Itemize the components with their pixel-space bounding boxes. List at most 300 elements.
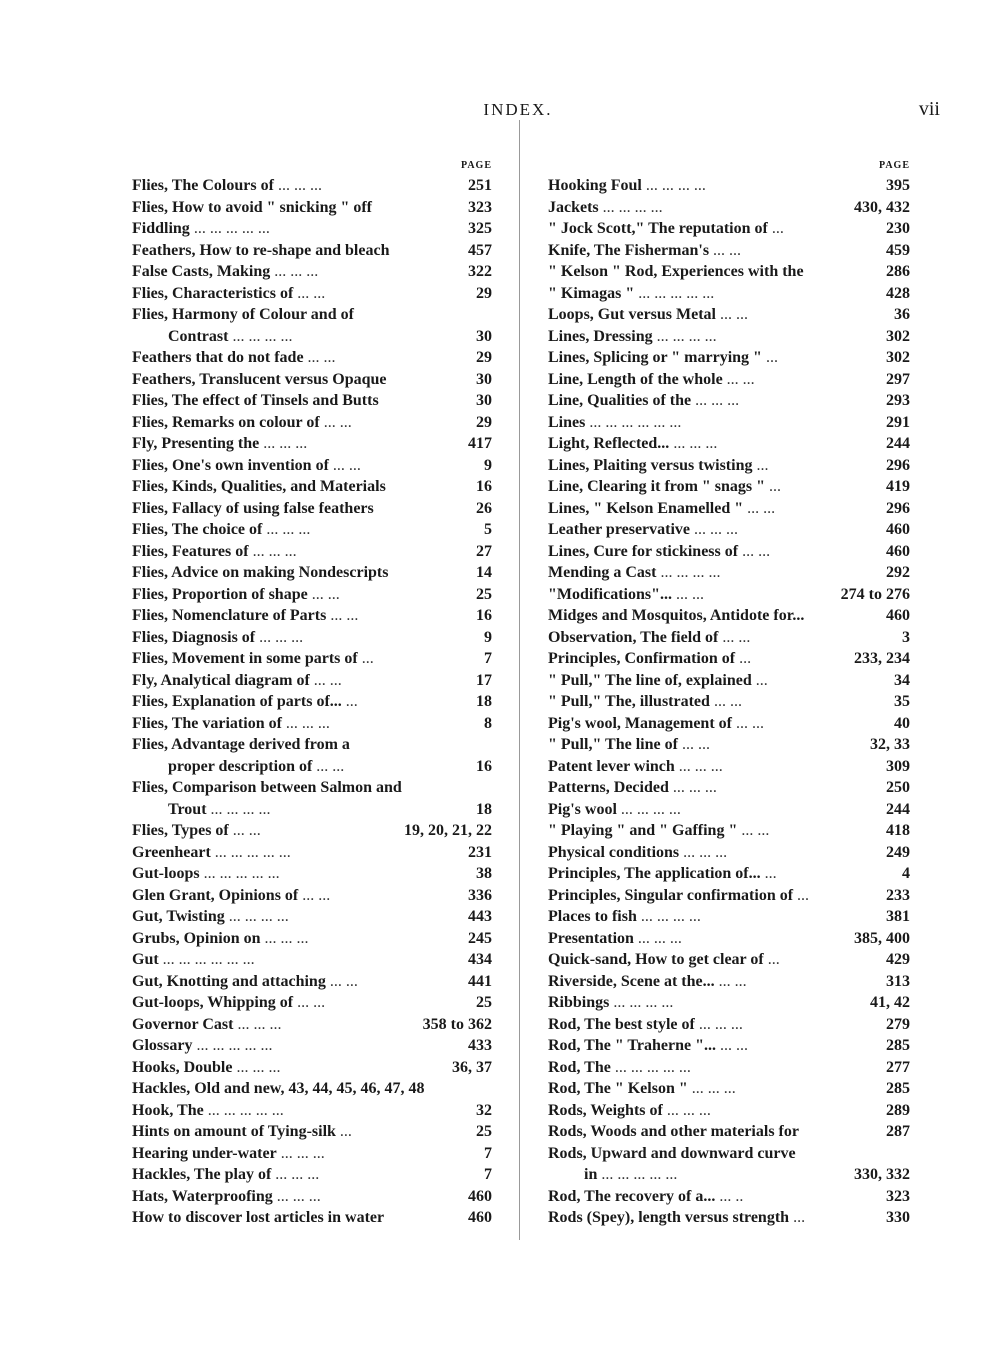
index-entry [548,820,910,842]
column-divider [519,120,520,1240]
entry-leader: ... ... [714,972,747,990]
entry-page: 29 [472,412,492,434]
index-entry [548,541,910,563]
index-entry [132,1207,492,1229]
index-entry [132,928,492,950]
entry-text: proper description of [168,757,313,775]
entry-text: Rods, Weights of [548,1101,663,1119]
index-entry [548,304,910,326]
entry-leader: ... ... [731,714,764,732]
index-entry [132,1100,492,1122]
entry-leader: ... ... ... [674,757,723,775]
entry-leader: ... ... [307,585,340,603]
entry-page: 325 [464,218,492,240]
entry-leader: ... ... [298,886,331,904]
index-entry [132,412,492,434]
entry-leader: ... ... ... ... [656,564,721,581]
entry-page: 309 [882,756,910,778]
entry-text: Lines [548,413,586,431]
page-number: vii [918,98,940,120]
entry-text: Line, Clearing it from " snags " [548,478,766,495]
entry-leader: ... ... [743,499,776,517]
entry-text: Hooks, Double [132,1058,233,1076]
entry-page: 30 [472,326,492,348]
entry-page: 336 [464,885,492,907]
index-entry [132,842,492,864]
index-entry [132,1186,492,1208]
entry-page: 313 [882,971,910,993]
entry-page: 34 [890,670,910,692]
entry-leader: ... [357,650,374,667]
entry-leader: ... ... [293,994,326,1011]
index-entry [548,369,910,391]
entry-leader: ... ... ... [691,392,740,409]
entry-leader: ... ... [303,349,336,366]
entry-text: Knife, The Fisherman's [548,241,710,259]
entry-page: 395 [882,175,910,197]
entry-text: Glossary [132,1037,193,1054]
entry-page: 293 [882,390,910,412]
entry-leader: ... ... ... [690,521,739,538]
entry-leader: ... [735,650,752,667]
entry-page: 19, 20, 21, 22 [400,820,492,842]
entry-text: Mending a Cast [548,564,657,581]
entry-page: 36 [890,304,910,326]
entry-text: Observation, The field of [548,628,719,646]
index-entry [548,1057,910,1079]
entry-text: Flies, Comparison between Salmon and [132,779,402,796]
entry-text: Flies, Explanation of parts of... [132,693,342,710]
entry-text: False Casts, Making [132,263,271,280]
entry-page: 428 [882,283,910,305]
entry-text: Flies, Movement in some parts of [132,650,358,667]
index-entry [548,756,910,778]
entry-page: 287 [882,1121,910,1143]
entry-leader: ... ... ... [262,521,311,538]
entry-leader: ... ... ... ... ... ... [585,413,682,431]
entry-page: 7 [480,1164,492,1186]
index-entry [132,777,492,799]
entry-page: 250 [882,777,910,799]
index-entry [548,1186,910,1208]
index-entry [132,562,492,584]
index-entry [548,1143,910,1165]
entry-text: in [584,1166,598,1183]
entry-leader: ... ... [709,693,742,710]
index-entry [132,605,492,627]
entry-page: 233, 234 [850,648,910,670]
entry-text: Fly, Presenting the [132,435,260,452]
entry-leader: ... [793,886,810,904]
entry-leader: ... ... ... ... [598,198,663,216]
entry-leader: ... ... ... [232,1058,281,1076]
entry-page: 3 [898,627,910,649]
entry-page: 233 [882,885,910,907]
entry-leader: ... ... ... [255,628,304,646]
index-entry [132,519,492,541]
entry-text: " Kelson " Rod, Experiences with the [548,263,804,280]
entry-page: 460 [882,541,910,563]
entry-page: 302 [882,347,910,369]
entry-page: 286 [882,261,910,283]
entry-page: 17 [472,670,492,692]
entry-leader: ... ... [677,736,710,753]
index-entry [548,218,910,240]
entry-page: 8 [480,713,492,735]
entry-text: Lines, Cure for stickiness of [548,542,739,560]
index-entry [132,433,492,455]
entry-page: 323 [882,1186,910,1208]
entry-page: 30 [472,390,492,412]
entry-text: Ribbings [548,994,610,1011]
index-entry [132,498,492,520]
index-entries-left [132,175,492,1229]
entry-text: Principles, The application of... [548,865,761,882]
entry-leader: ... ... ... ... [636,908,701,925]
entry-text: " Pull," The line of, explained [548,671,752,689]
entry-leader: ... ... ... [669,435,718,452]
entry-page: 323 [464,197,492,219]
index-entry [548,1035,910,1057]
entry-text: Feathers that do not fade [132,349,304,366]
entry-text: Leather preservative [548,521,691,538]
entry-leader: ... ... [228,822,261,839]
entry-page: 25 [472,584,492,606]
index-entry [132,670,492,692]
entry-page: 41, 42 [866,992,910,1014]
entry-leader: ... ... [722,370,755,388]
index-entry [548,906,910,928]
entry-leader: ... ... ... [248,542,297,560]
index-entry [132,971,492,993]
entry-leader: ... ... ... ... [641,177,706,194]
entry-text: Lines, Dressing [548,327,653,345]
entry-leader: ... ... ... ... [228,327,293,345]
entry-page: 4 [898,863,910,885]
entry-leader: ... ... ... [662,1101,711,1119]
entry-page: 29 [472,283,492,305]
entry-page: 18 [472,691,492,713]
page-column-label: PAGE [878,160,910,171]
entry-page: 302 [882,326,910,348]
entry-text: Flies, How to avoid " snicking " off [132,198,372,216]
index-entry [548,455,910,477]
entry-page: 443 [464,906,492,928]
index-entry [132,197,492,219]
entry-leader: ... ... [718,628,751,646]
entry-page: 459 [882,240,910,262]
entry-page: 330 [882,1207,910,1229]
entry-page: 285 [882,1078,910,1100]
entry-page: 381 [882,906,910,928]
index-entry [548,326,910,348]
index-entry [548,261,910,283]
entry-text: Grubs, Opinion on [132,929,261,947]
entry-page: 358 to 362 [419,1014,492,1036]
index-entry [132,261,492,283]
entry-text: Midges and Mosquitos, Antidote for... [548,607,805,624]
entry-leader: ... ... ... ... [652,327,717,345]
entry-page: 429 [882,949,910,971]
index-entry [548,1207,910,1229]
entry-text: Quick-sand, How to get clear of [548,951,764,968]
entry-leader: ... ... ... [694,1015,743,1033]
entry-text: Light, Reflected... [548,435,670,452]
entry-page: 460 [464,1207,492,1229]
entry-page: 14 [472,562,492,584]
entry-page: 16 [472,605,492,627]
index-entry [132,1057,492,1079]
entry-text: Principles, Singular confirmation of [548,886,794,904]
index-entry [548,885,910,907]
entry-page: 249 [882,842,910,864]
index-entry [548,863,910,885]
entry-text: Rods, Upward and downward curve [548,1144,796,1162]
index-entry [548,433,910,455]
entry-text: Flies, Nomenclature of Parts [132,607,327,624]
entry-page: 25 [472,1121,492,1143]
index-entry [132,648,492,670]
entry-page: 296 [882,498,910,520]
entry-leader: ... [760,865,777,882]
entry-text: Flies, Proportion of shape [132,585,308,603]
entry-page: 244 [882,799,910,821]
entry-page: 30 [472,369,492,391]
entry-text: Patterns, Decided [548,779,669,796]
entry-leader: ... ... ... [687,1080,736,1097]
page-title: INDEX. [483,100,553,119]
entry-leader: ... [767,220,784,237]
index-entry [132,734,492,756]
index-entry [548,928,910,950]
entry-text: How to discover lost articles in water [132,1209,385,1226]
index-entries-right [548,175,910,1229]
index-entry [132,627,492,649]
index-entry [548,799,910,821]
entry-text: Rod, The " Traherne "... [548,1037,716,1054]
entry-leader: ... ... [716,1037,748,1054]
entry-text: Flies, Remarks on colour of [132,413,320,431]
entry-leader: ... ... ... [270,263,319,280]
entry-leader: ... [751,671,768,689]
entry-leader: ... ... ... ... ... [610,1058,691,1076]
entry-leader: ... [335,1123,352,1140]
entry-leader: ... [752,456,769,474]
index-entry [548,713,910,735]
entry-page: 292 [882,562,910,584]
entry-page: 322 [464,261,492,283]
entry-page: 289 [882,1100,910,1122]
index-entry [548,498,910,520]
entry-leader: ... ... [737,822,770,839]
entry-text: Rod, The recovery of a... [548,1187,716,1205]
entry-text: Presentation [548,929,634,947]
entry-leader: ... ... ... ... [224,908,289,925]
entry-text: Hook, The [132,1101,204,1119]
index-entry [132,1143,492,1165]
entry-text: Fiddling [132,220,190,237]
entry-page: 457 [464,240,492,262]
entry-leader: ... ... [309,671,342,689]
entry-leader: ... ... ... [276,1144,325,1162]
index-entry [132,713,492,735]
entry-text: Jackets [548,198,599,216]
index-entry [548,412,910,434]
entry-page: 9 [480,627,492,649]
entry-leader: ... [761,349,778,366]
entry-leader: ... ... ... ... [616,800,681,818]
entry-page: 244 [882,433,910,455]
page-column-label: PAGE [460,160,492,171]
entry-page: 38 [472,863,492,885]
entry-text: Gut [132,951,159,968]
entry-leader: ... ... [319,413,352,431]
entry-text: Rod, The " Kelson " [548,1080,688,1097]
index-entry [548,347,910,369]
index-column-right [548,160,910,1229]
index-entry [548,777,910,799]
entry-leader: ... [341,693,358,710]
entry-page: 385, 400 [850,928,910,950]
entry-text: Riverside, Scene at the... [548,972,715,990]
entry-text: Loops, Gut versus Metal [548,306,716,323]
entry-page: 285 [882,1035,910,1057]
index-entry [548,283,910,305]
entry-page: 291 [882,412,910,434]
entry-leader: ... ... ... [281,714,330,732]
index-column-left [132,160,492,1229]
entry-text: Flies, Characteristics of [132,284,294,302]
index-entry [548,1164,910,1186]
entry-leader: ... ... [312,757,345,775]
entry-text: Flies, Kinds, Qualities, and Materials [132,478,386,495]
index-entry [132,240,492,262]
entry-text: Rods (Spey), length versus strength [548,1209,790,1226]
index-entry [548,562,910,584]
index-entry [548,584,910,606]
entry-text: Greenheart [132,843,211,861]
index-entry [548,390,910,412]
entry-text: Line, Length of the whole [548,370,723,388]
index-entry [548,175,910,197]
entry-text: Trout [168,800,207,818]
entry-text: Gut-loops, Whipping of [132,994,294,1011]
entry-page: 251 [464,175,492,197]
entry-leader: ... ... ... [668,779,717,796]
index-entry [548,1078,910,1100]
entry-page: 417 [464,433,492,455]
index-entry [132,756,492,778]
entry-text: " Playing " and " Gaffing " [548,822,738,839]
entry-leader: ... ... [328,456,361,474]
entry-leader: ... [765,478,782,495]
index-entry [132,949,492,971]
index-entry [548,992,910,1014]
entry-text: " Jock Scott," The reputation of [548,220,768,237]
entry-text: Glen Grant, Opinions of [132,886,299,904]
index-entry [548,1014,910,1036]
entry-page: 330, 332 [850,1164,910,1186]
entry-text: Hints on amount of Tying-silk [132,1123,336,1140]
entry-page: 32 [472,1100,492,1122]
entry-leader: ... .. [715,1187,744,1205]
index-entry [548,476,910,498]
entry-text: Flies, One's own invention of [132,456,329,474]
index-entry [132,906,492,928]
entry-page: 434 [464,949,492,971]
entry-leader: ... [789,1209,806,1226]
entry-text: Patent lever winch [548,757,675,775]
index-entry [548,971,910,993]
index-entry [548,949,910,971]
entry-text: Flies, Advantage derived from a [132,736,350,753]
entry-leader: ... ... ... [273,177,322,194]
index-entry [132,820,492,842]
entry-page: 16 [472,756,492,778]
entry-leader: ... ... [716,306,748,323]
index-entry [132,863,492,885]
entry-leader: ... ... ... ... ... [634,284,715,302]
entry-text: Flies, The effect of Tinsels and Butts [132,392,379,409]
entry-leader: ... ... ... ... ... [192,1037,273,1054]
entry-text: Physical conditions [548,843,680,861]
entry-text: Governor Cast [132,1015,234,1033]
index-entry [548,197,910,219]
index-entry [548,519,910,541]
entry-page: 419 [882,476,910,498]
entry-page: 441 [464,971,492,993]
entry-text: Flies, The choice of [132,521,263,538]
entry-page: 16 [472,476,492,498]
index-entry [132,455,492,477]
entry-page: 9 [480,455,492,477]
index-entry [132,1014,492,1036]
entry-text: " Kimagas " [548,284,635,302]
index-entry [132,175,492,197]
entry-text: Lines, Splicing or " marrying " [548,349,762,366]
entry-leader: ... ... ... ... ... [199,865,280,882]
index-entry [548,648,910,670]
entry-text: Hooking Foul [548,177,642,194]
entry-page: 29 [472,347,492,369]
entry-page: 26 [472,498,492,520]
entry-text: Contrast [168,327,229,345]
entry-text: Feathers, How to re-shape and bleach [132,241,390,259]
entry-text: Flies, The variation of [132,714,282,732]
entry-leader: ... ... ... ... ... ... [158,951,255,968]
entry-text: Line, Qualities of the [548,392,692,409]
index-entry [132,390,492,412]
entry-page: 7 [480,1143,492,1165]
entry-text: " Pull," The, illustrated [548,693,710,710]
entry-page: 40 [890,713,910,735]
entry-leader: ... ... ... ... ... [210,843,291,861]
entry-leader: ... ... [325,972,358,990]
entry-leader: ... [763,951,780,968]
index-entry [132,885,492,907]
entry-text: Flies, Harmony of Colour and of [132,306,354,323]
entry-text: Fly, Analytical diagram of [132,671,310,689]
index-entry [132,1121,492,1143]
entry-page: 430, 432 [850,197,910,219]
entry-page: 35 [890,691,910,713]
entry-text: Gut, Twisting [132,908,225,925]
entry-text: Feathers, Translucent versus Opaque [132,370,387,388]
index-entry [132,584,492,606]
entry-leader: ... ... [326,607,359,624]
entry-page: 230 [882,218,910,240]
entry-leader: ... ... ... ... ... [203,1101,284,1119]
